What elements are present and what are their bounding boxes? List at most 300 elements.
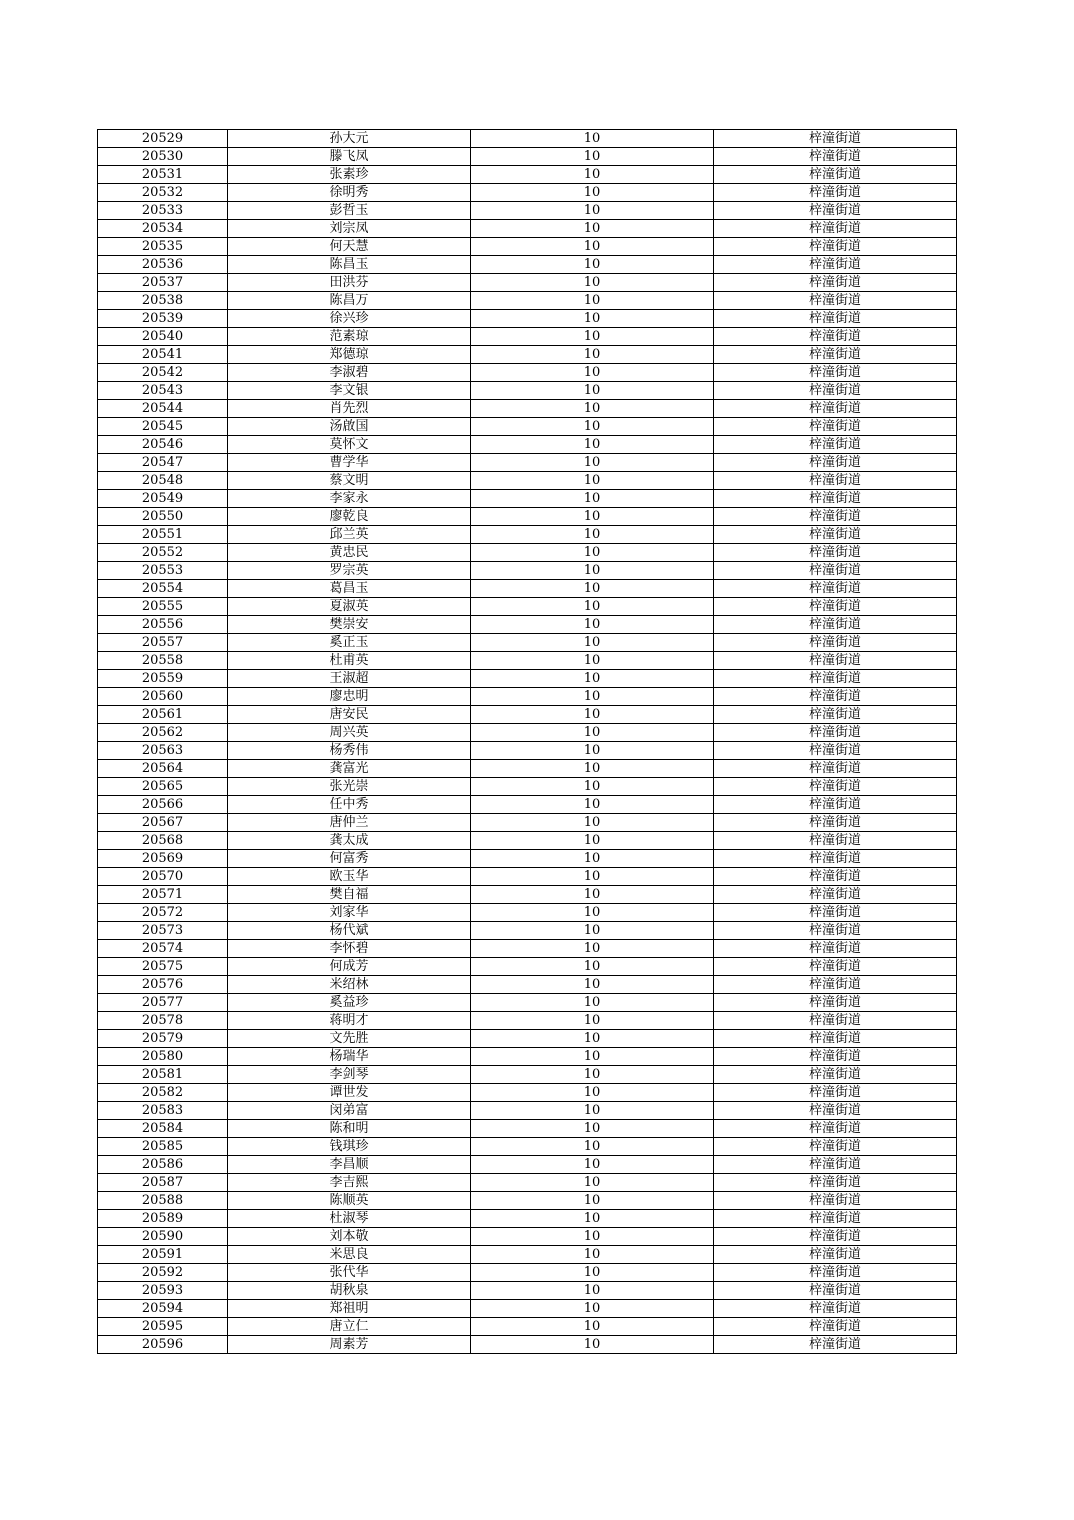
- street-cell: 梓潼街道: [714, 760, 957, 778]
- table-row: [98, 310, 957, 328]
- amount-cell: 10: [471, 1246, 714, 1264]
- name-cell: 汤啟国: [228, 418, 471, 436]
- street-cell: 梓潼街道: [714, 526, 957, 544]
- id-cell: 20537: [98, 274, 228, 292]
- name-cell: 陈昌万: [228, 292, 471, 310]
- id-cell: 20535: [98, 238, 228, 256]
- amount-cell: 10: [471, 616, 714, 634]
- street-cell: 梓潼街道: [714, 202, 957, 220]
- id-cell: 20576: [98, 976, 228, 994]
- street-cell: 梓潼街道: [714, 238, 957, 256]
- id-cell: 20573: [98, 922, 228, 940]
- table-row: [98, 472, 957, 490]
- name-cell: 莫怀文: [228, 436, 471, 454]
- amount-cell: 10: [471, 526, 714, 544]
- name-cell: 肖先烈: [228, 400, 471, 418]
- id-cell: 20562: [98, 724, 228, 742]
- table-row: [98, 580, 957, 598]
- table-row: [98, 454, 957, 472]
- amount-cell: 10: [471, 238, 714, 256]
- name-cell: 郑德琼: [228, 346, 471, 364]
- id-cell: 20529: [98, 130, 228, 148]
- id-cell: 20570: [98, 868, 228, 886]
- id-cell: 20532: [98, 184, 228, 202]
- table-row: [98, 508, 957, 526]
- name-cell: 刘家华: [228, 904, 471, 922]
- id-cell: 20569: [98, 850, 228, 868]
- table-row: [98, 706, 957, 724]
- amount-cell: 10: [471, 544, 714, 562]
- name-cell: 龚富光: [228, 760, 471, 778]
- name-cell: 文先胜: [228, 1030, 471, 1048]
- name-cell: 范素琼: [228, 328, 471, 346]
- street-cell: 梓潼街道: [714, 724, 957, 742]
- table-row: [98, 616, 957, 634]
- table-row: [98, 1318, 957, 1336]
- id-cell: 20545: [98, 418, 228, 436]
- id-cell: 20534: [98, 220, 228, 238]
- id-cell: 20553: [98, 562, 228, 580]
- street-cell: 梓潼街道: [714, 796, 957, 814]
- table-row: [98, 778, 957, 796]
- id-cell: 20550: [98, 508, 228, 526]
- amount-cell: 10: [471, 1264, 714, 1282]
- street-cell: 梓潼街道: [714, 670, 957, 688]
- name-cell: 张光崇: [228, 778, 471, 796]
- table-row: [98, 1300, 957, 1318]
- amount-cell: 10: [471, 220, 714, 238]
- name-cell: 米绍林: [228, 976, 471, 994]
- table-row: [98, 256, 957, 274]
- street-cell: 梓潼街道: [714, 994, 957, 1012]
- table-row: [98, 1120, 957, 1138]
- amount-cell: 10: [471, 148, 714, 166]
- table-row: [98, 184, 957, 202]
- id-cell: 20593: [98, 1282, 228, 1300]
- street-cell: 梓潼街道: [714, 1246, 957, 1264]
- street-cell: 梓潼街道: [714, 1228, 957, 1246]
- id-cell: 20592: [98, 1264, 228, 1282]
- id-cell: 20581: [98, 1066, 228, 1084]
- name-cell: 陈昌玉: [228, 256, 471, 274]
- id-cell: 20543: [98, 382, 228, 400]
- amount-cell: 10: [471, 724, 714, 742]
- id-cell: 20582: [98, 1084, 228, 1102]
- table-row: [98, 1102, 957, 1120]
- name-cell: 徐兴珍: [228, 310, 471, 328]
- amount-cell: 10: [471, 562, 714, 580]
- street-cell: 梓潼街道: [714, 166, 957, 184]
- id-cell: 20596: [98, 1336, 228, 1354]
- table-row: [98, 850, 957, 868]
- table-row: [98, 958, 957, 976]
- name-cell: 杨秀伟: [228, 742, 471, 760]
- amount-cell: 10: [471, 1210, 714, 1228]
- table-row: [98, 220, 957, 238]
- name-cell: 唐仲兰: [228, 814, 471, 832]
- amount-cell: 10: [471, 202, 714, 220]
- table-row: [98, 1246, 957, 1264]
- street-cell: 梓潼街道: [714, 850, 957, 868]
- amount-cell: 10: [471, 1102, 714, 1120]
- street-cell: 梓潼街道: [714, 400, 957, 418]
- table-row: [98, 742, 957, 760]
- table-row: [98, 148, 957, 166]
- name-cell: 葛昌玉: [228, 580, 471, 598]
- id-cell: 20538: [98, 292, 228, 310]
- table-row: [98, 1336, 957, 1354]
- amount-cell: 10: [471, 1084, 714, 1102]
- table-row: [98, 130, 957, 148]
- street-cell: 梓潼街道: [714, 958, 957, 976]
- amount-cell: 10: [471, 1156, 714, 1174]
- amount-cell: 10: [471, 1300, 714, 1318]
- street-cell: 梓潼街道: [714, 1084, 957, 1102]
- name-cell: 邱兰英: [228, 526, 471, 544]
- id-cell: 20548: [98, 472, 228, 490]
- amount-cell: 10: [471, 166, 714, 184]
- id-cell: 20561: [98, 706, 228, 724]
- id-cell: 20567: [98, 814, 228, 832]
- street-cell: 梓潼街道: [714, 256, 957, 274]
- name-cell: 米思良: [228, 1246, 471, 1264]
- street-cell: 梓潼街道: [714, 364, 957, 382]
- street-cell: 梓潼街道: [714, 832, 957, 850]
- amount-cell: 10: [471, 706, 714, 724]
- table-row: [98, 796, 957, 814]
- amount-cell: 10: [471, 976, 714, 994]
- table-row: [98, 202, 957, 220]
- name-cell: 周素芳: [228, 1336, 471, 1354]
- name-cell: 彭哲玉: [228, 202, 471, 220]
- street-cell: 梓潼街道: [714, 454, 957, 472]
- table-row: [98, 1084, 957, 1102]
- table-body: [98, 130, 957, 1354]
- amount-cell: 10: [471, 454, 714, 472]
- street-cell: 梓潼街道: [714, 814, 957, 832]
- amount-cell: 10: [471, 1066, 714, 1084]
- street-cell: 梓潼街道: [714, 634, 957, 652]
- amount-cell: 10: [471, 1192, 714, 1210]
- name-cell: 杜淑琴: [228, 1210, 471, 1228]
- id-cell: 20595: [98, 1318, 228, 1336]
- name-cell: 唐立仁: [228, 1318, 471, 1336]
- amount-cell: 10: [471, 832, 714, 850]
- street-cell: 梓潼街道: [714, 1102, 957, 1120]
- amount-cell: 10: [471, 472, 714, 490]
- amount-cell: 10: [471, 274, 714, 292]
- table-row: [98, 238, 957, 256]
- name-cell: 滕飞凤: [228, 148, 471, 166]
- table-row: [98, 1174, 957, 1192]
- street-cell: 梓潼街道: [714, 778, 957, 796]
- name-cell: 李剑琴: [228, 1066, 471, 1084]
- street-cell: 梓潼街道: [714, 1138, 957, 1156]
- table-row: [98, 1264, 957, 1282]
- id-cell: 20547: [98, 454, 228, 472]
- street-cell: 梓潼街道: [714, 544, 957, 562]
- name-cell: 张素珍: [228, 166, 471, 184]
- id-cell: 20583: [98, 1102, 228, 1120]
- table-row: [98, 886, 957, 904]
- table-row: [98, 994, 957, 1012]
- id-cell: 20588: [98, 1192, 228, 1210]
- amount-cell: 10: [471, 1282, 714, 1300]
- street-cell: 梓潼街道: [714, 130, 957, 148]
- street-cell: 梓潼街道: [714, 886, 957, 904]
- id-cell: 20571: [98, 886, 228, 904]
- id-cell: 20566: [98, 796, 228, 814]
- street-cell: 梓潼街道: [714, 472, 957, 490]
- id-cell: 20531: [98, 166, 228, 184]
- id-cell: 20556: [98, 616, 228, 634]
- amount-cell: 10: [471, 1174, 714, 1192]
- amount-cell: 10: [471, 598, 714, 616]
- amount-cell: 10: [471, 508, 714, 526]
- table-row: [98, 976, 957, 994]
- amount-cell: 10: [471, 886, 714, 904]
- table-row: [98, 940, 957, 958]
- street-cell: 梓潼街道: [714, 1156, 957, 1174]
- amount-cell: 10: [471, 184, 714, 202]
- street-cell: 梓潼街道: [714, 598, 957, 616]
- name-cell: 陈顺英: [228, 1192, 471, 1210]
- street-cell: 梓潼街道: [714, 292, 957, 310]
- amount-cell: 10: [471, 382, 714, 400]
- street-cell: 梓潼街道: [714, 1066, 957, 1084]
- street-cell: 梓潼街道: [714, 1012, 957, 1030]
- id-cell: 20530: [98, 148, 228, 166]
- name-cell: 何天慧: [228, 238, 471, 256]
- id-cell: 20559: [98, 670, 228, 688]
- table-row: [98, 814, 957, 832]
- street-cell: 梓潼街道: [714, 1282, 957, 1300]
- name-cell: 周兴英: [228, 724, 471, 742]
- amount-cell: 10: [471, 922, 714, 940]
- name-cell: 奚正玉: [228, 634, 471, 652]
- name-cell: 罗宗英: [228, 562, 471, 580]
- table-row: [98, 382, 957, 400]
- data-table: [97, 129, 957, 1354]
- table-row: [98, 598, 957, 616]
- table-row: [98, 166, 957, 184]
- name-cell: 廖忠明: [228, 688, 471, 706]
- amount-cell: 10: [471, 940, 714, 958]
- street-cell: 梓潼街道: [714, 706, 957, 724]
- table-row: [98, 436, 957, 454]
- amount-cell: 10: [471, 1228, 714, 1246]
- street-cell: 梓潼街道: [714, 1300, 957, 1318]
- id-cell: 20574: [98, 940, 228, 958]
- name-cell: 龚太成: [228, 832, 471, 850]
- table-row: [98, 562, 957, 580]
- street-cell: 梓潼街道: [714, 1048, 957, 1066]
- amount-cell: 10: [471, 814, 714, 832]
- amount-cell: 10: [471, 418, 714, 436]
- table-row: [98, 526, 957, 544]
- table-row: [98, 1282, 957, 1300]
- street-cell: 梓潼街道: [714, 418, 957, 436]
- name-cell: 杜甫英: [228, 652, 471, 670]
- name-cell: 刘本敬: [228, 1228, 471, 1246]
- name-cell: 闵弟富: [228, 1102, 471, 1120]
- table-row: [98, 652, 957, 670]
- street-cell: 梓潼街道: [714, 346, 957, 364]
- name-cell: 陈和明: [228, 1120, 471, 1138]
- id-cell: 20586: [98, 1156, 228, 1174]
- name-cell: 黄忠民: [228, 544, 471, 562]
- table-row: [98, 868, 957, 886]
- table-row: [98, 1030, 957, 1048]
- amount-cell: 10: [471, 490, 714, 508]
- amount-cell: 10: [471, 652, 714, 670]
- table-row: [98, 490, 957, 508]
- street-cell: 梓潼街道: [714, 508, 957, 526]
- name-cell: 夏淑英: [228, 598, 471, 616]
- name-cell: 李怀碧: [228, 940, 471, 958]
- amount-cell: 10: [471, 256, 714, 274]
- amount-cell: 10: [471, 346, 714, 364]
- amount-cell: 10: [471, 760, 714, 778]
- name-cell: 孙大元: [228, 130, 471, 148]
- id-cell: 20558: [98, 652, 228, 670]
- name-cell: 奚益珍: [228, 994, 471, 1012]
- id-cell: 20591: [98, 1246, 228, 1264]
- street-cell: 梓潼街道: [714, 328, 957, 346]
- street-cell: 梓潼街道: [714, 652, 957, 670]
- id-cell: 20568: [98, 832, 228, 850]
- name-cell: 钱琪珍: [228, 1138, 471, 1156]
- street-cell: 梓潼街道: [714, 742, 957, 760]
- name-cell: 胡秋泉: [228, 1282, 471, 1300]
- street-cell: 梓潼街道: [714, 1264, 957, 1282]
- amount-cell: 10: [471, 436, 714, 454]
- street-cell: 梓潼街道: [714, 1318, 957, 1336]
- id-cell: 20577: [98, 994, 228, 1012]
- name-cell: 何成芳: [228, 958, 471, 976]
- amount-cell: 10: [471, 364, 714, 382]
- amount-cell: 10: [471, 796, 714, 814]
- street-cell: 梓潼街道: [714, 922, 957, 940]
- street-cell: 梓潼街道: [714, 274, 957, 292]
- street-cell: 梓潼街道: [714, 688, 957, 706]
- id-cell: 20579: [98, 1030, 228, 1048]
- amount-cell: 10: [471, 958, 714, 976]
- table-row: [98, 1192, 957, 1210]
- amount-cell: 10: [471, 1138, 714, 1156]
- id-cell: 20544: [98, 400, 228, 418]
- table-row: [98, 418, 957, 436]
- id-cell: 20564: [98, 760, 228, 778]
- id-cell: 20580: [98, 1048, 228, 1066]
- amount-cell: 10: [471, 580, 714, 598]
- id-cell: 20589: [98, 1210, 228, 1228]
- name-cell: 杨代斌: [228, 922, 471, 940]
- id-cell: 20557: [98, 634, 228, 652]
- name-cell: 蔡文明: [228, 472, 471, 490]
- name-cell: 徐明秀: [228, 184, 471, 202]
- street-cell: 梓潼街道: [714, 490, 957, 508]
- table-row: [98, 1012, 957, 1030]
- name-cell: 李昌顺: [228, 1156, 471, 1174]
- street-cell: 梓潼街道: [714, 436, 957, 454]
- table-row: [98, 688, 957, 706]
- table-row: [98, 1138, 957, 1156]
- table-row: [98, 1048, 957, 1066]
- id-cell: 20578: [98, 1012, 228, 1030]
- table-row: [98, 364, 957, 382]
- amount-cell: 10: [471, 328, 714, 346]
- amount-cell: 10: [471, 292, 714, 310]
- table-row: [98, 670, 957, 688]
- id-cell: 20563: [98, 742, 228, 760]
- name-cell: 田洪芬: [228, 274, 471, 292]
- id-cell: 20551: [98, 526, 228, 544]
- name-cell: 李淑碧: [228, 364, 471, 382]
- name-cell: 任中秀: [228, 796, 471, 814]
- street-cell: 梓潼街道: [714, 904, 957, 922]
- amount-cell: 10: [471, 670, 714, 688]
- table-row: [98, 832, 957, 850]
- table-row: [98, 292, 957, 310]
- id-cell: 20572: [98, 904, 228, 922]
- id-cell: 20540: [98, 328, 228, 346]
- name-cell: 刘宗凤: [228, 220, 471, 238]
- amount-cell: 10: [471, 904, 714, 922]
- table-row: [98, 544, 957, 562]
- street-cell: 梓潼街道: [714, 580, 957, 598]
- id-cell: 20539: [98, 310, 228, 328]
- street-cell: 梓潼街道: [714, 940, 957, 958]
- amount-cell: 10: [471, 1012, 714, 1030]
- name-cell: 蒋明才: [228, 1012, 471, 1030]
- street-cell: 梓潼街道: [714, 1210, 957, 1228]
- table-row: [98, 922, 957, 940]
- name-cell: 谭世发: [228, 1084, 471, 1102]
- name-cell: 廖乾良: [228, 508, 471, 526]
- street-cell: 梓潼街道: [714, 310, 957, 328]
- table-row: [98, 724, 957, 742]
- name-cell: 曹学华: [228, 454, 471, 472]
- street-cell: 梓潼街道: [714, 976, 957, 994]
- id-cell: 20554: [98, 580, 228, 598]
- name-cell: 张代华: [228, 1264, 471, 1282]
- id-cell: 20590: [98, 1228, 228, 1246]
- table-row: [98, 1228, 957, 1246]
- street-cell: 梓潼街道: [714, 1336, 957, 1354]
- street-cell: 梓潼街道: [714, 1192, 957, 1210]
- street-cell: 梓潼街道: [714, 148, 957, 166]
- amount-cell: 10: [471, 1120, 714, 1138]
- id-cell: 20584: [98, 1120, 228, 1138]
- amount-cell: 10: [471, 778, 714, 796]
- id-cell: 20585: [98, 1138, 228, 1156]
- id-cell: 20541: [98, 346, 228, 364]
- amount-cell: 10: [471, 400, 714, 418]
- name-cell: 樊崇安: [228, 616, 471, 634]
- name-cell: 杨瑞华: [228, 1048, 471, 1066]
- street-cell: 梓潼街道: [714, 382, 957, 400]
- id-cell: 20536: [98, 256, 228, 274]
- amount-cell: 10: [471, 310, 714, 328]
- amount-cell: 10: [471, 688, 714, 706]
- name-cell: 郑祖明: [228, 1300, 471, 1318]
- amount-cell: 10: [471, 994, 714, 1012]
- id-cell: 20552: [98, 544, 228, 562]
- street-cell: 梓潼街道: [714, 616, 957, 634]
- id-cell: 20533: [98, 202, 228, 220]
- amount-cell: 10: [471, 1048, 714, 1066]
